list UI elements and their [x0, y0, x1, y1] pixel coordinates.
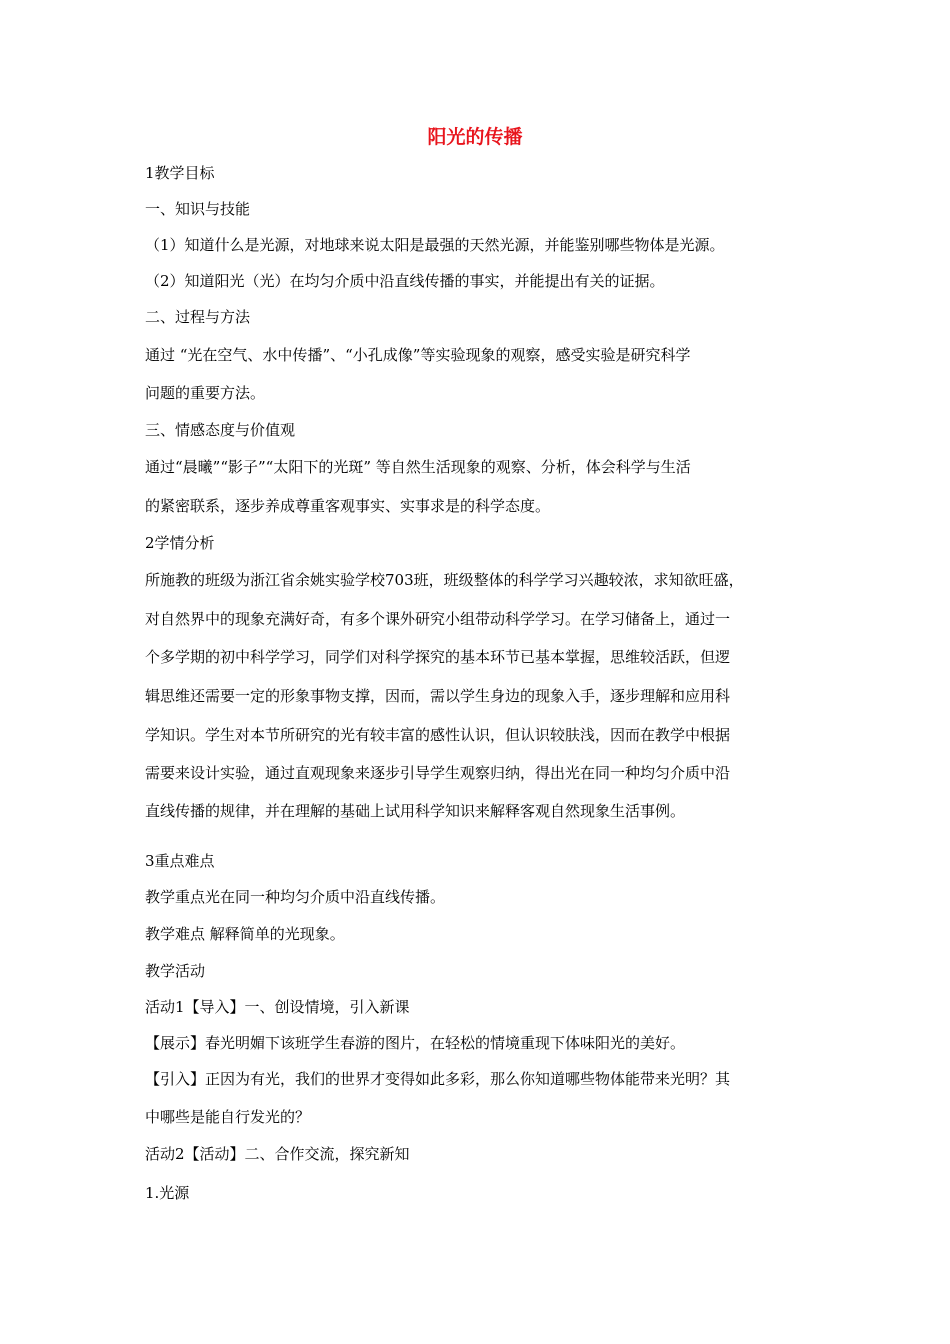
paragraph-line: 的紧密联系，逐步养成尊重客观事实、实事求是的科学态度。 [145, 497, 551, 515]
subheading-process-method: 二、过程与方法 [145, 308, 251, 326]
paragraph-line: 【引入】正因为有光，我们的世界才变得如此多彩，那么你知道哪些物体能带来光明？其 [145, 1070, 731, 1088]
paragraph-line: 个多学期的初中科学学习，同学们对科学探究的基本环节已基本掌握，思维较活跃，但逻 [145, 648, 731, 666]
heading-key-difficulties: 3重点难点 [145, 852, 215, 870]
paragraph-line: 所施教的班级为浙江省余姚实验学校703班，班级整体的科学学习兴趣较浓，求知欲旺盛， [145, 571, 744, 589]
paragraph-line: 中哪些是能自行发光的？ [145, 1108, 311, 1126]
activity-2-heading: 活动2【活动】二、合作交流，探究新知 [145, 1145, 410, 1163]
paragraph-line: 教学重点光在同一种均匀介质中沿直线传播。 [145, 888, 446, 906]
paragraph-line: 问题的重要方法。 [145, 384, 266, 402]
paragraph-line: 学知识。学生对本节所研究的光有较丰富的感性认识，但认识较肤浅，因而在教学中根据 [145, 726, 731, 744]
activity-1-heading: 活动1【导入】一、创设情境，引入新课 [145, 998, 410, 1016]
paragraph-line: 通过“晨曦”“影子”“太阳下的光斑” 等自然生活现象的观察、分析，体会科学与生活 [145, 458, 691, 476]
section-light-source: 1.光源 [145, 1184, 190, 1202]
heading-teaching-goals: 1教学目标 [145, 164, 215, 182]
paragraph-line: （2）知道阳光（光）在均匀介质中沿直线传播的事实，并能提出有关的证据。 [145, 272, 665, 290]
paragraph-line: 辑思维还需要一定的形象事物支撑，因而，需以学生身边的现象入手，逐步理解和应用科 [145, 687, 731, 705]
paragraph-line: 需要来设计实验，通过直观现象来逐步引导学生观察归纳，得出光在同一种均匀介质中沿 [145, 764, 731, 782]
subheading-knowledge-skills: 一、知识与技能 [145, 200, 251, 218]
paragraph-line: （1）知道什么是光源，对地球来说太阳是最强的天然光源，并能鉴别哪些物体是光源。 [145, 236, 725, 254]
paragraph-line: 对自然界中的现象充满好奇，有多个课外研究小组带动科学学习。在学习储备上，通过一 [145, 610, 731, 628]
heading-teaching-activities: 教学活动 [145, 962, 206, 980]
subheading-attitude-values: 三、情感态度与价值观 [145, 421, 296, 439]
document-title: 阳光的传播 [427, 126, 523, 148]
paragraph-line: 直线传播的规律，并在理解的基础上试用科学知识来解释客观自然现象生活事例。 [145, 802, 686, 820]
paragraph-line: 教学难点 解释简单的光现象。 [145, 925, 345, 943]
heading-student-analysis: 2学情分析 [145, 534, 215, 552]
paragraph-line: 【展示】春光明媚下该班学生春游的图片，在轻松的情境重现下体味阳光的美好。 [145, 1034, 686, 1052]
paragraph-line: 通过 “光在空气、水中传播”、“小孔成像”等实验现象的观察，感受实验是研究科学 [145, 346, 691, 364]
